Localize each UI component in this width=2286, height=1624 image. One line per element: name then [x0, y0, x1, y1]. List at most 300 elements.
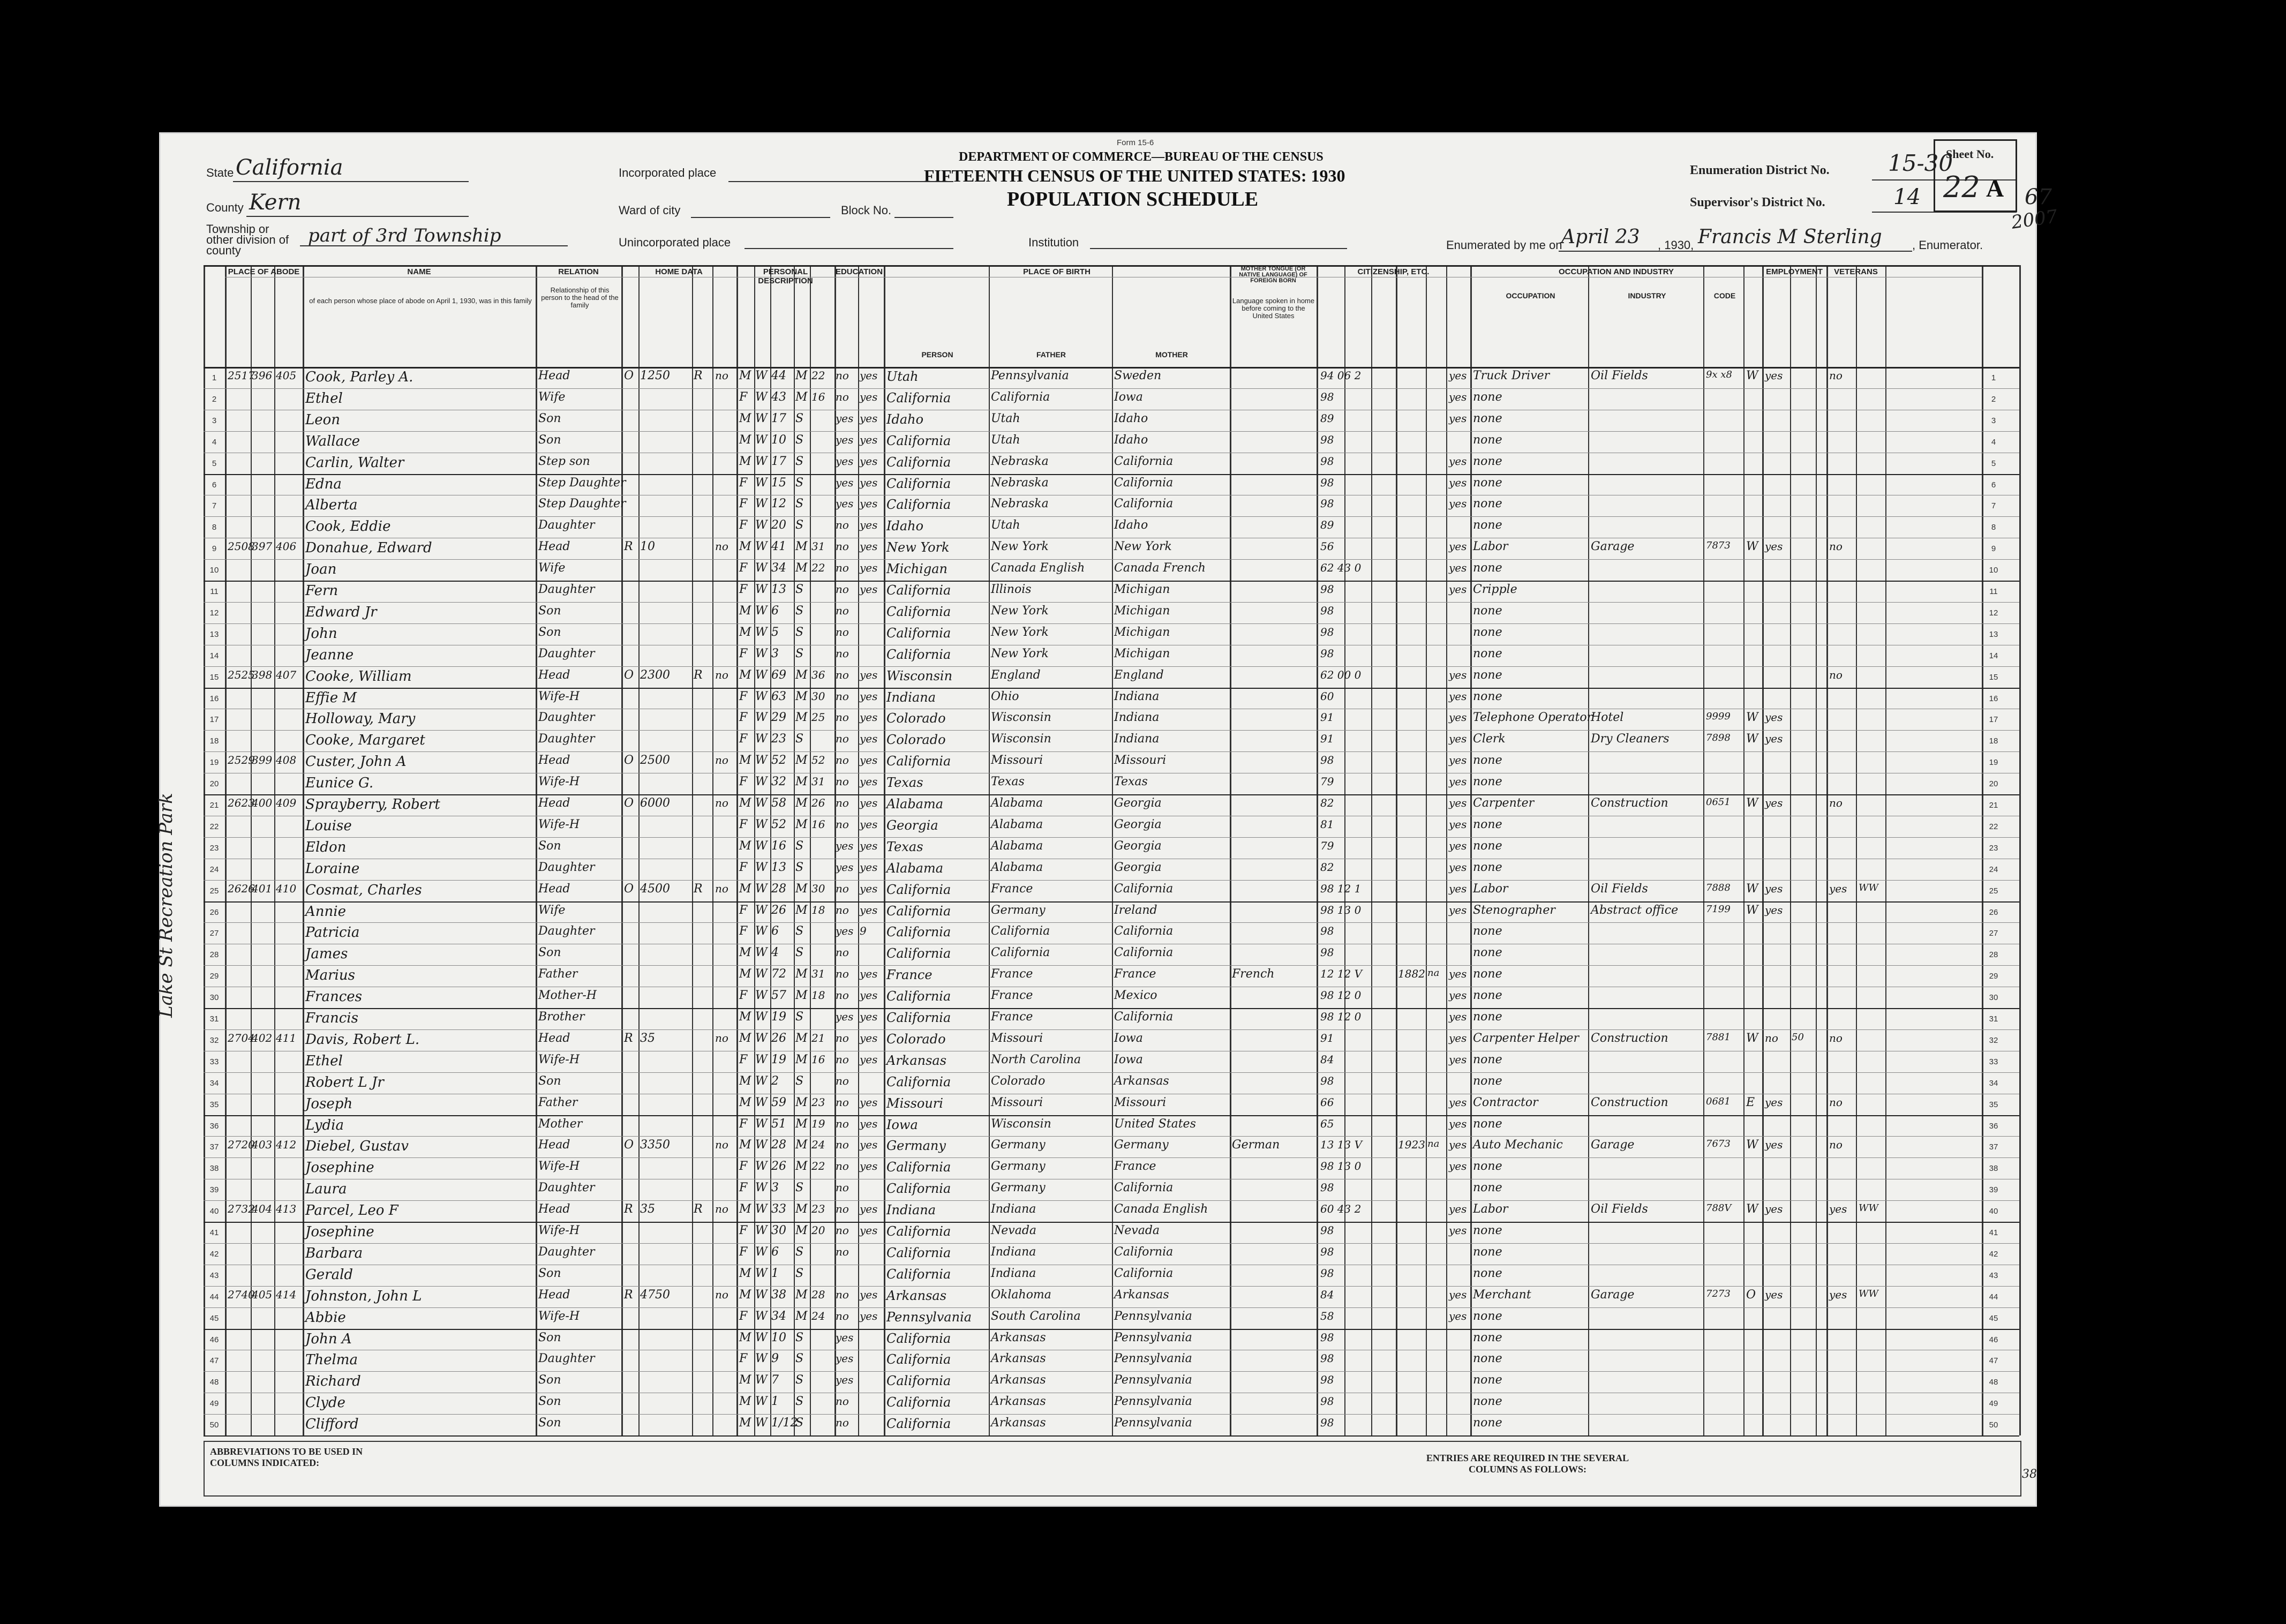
- cell-name: Holloway, Mary: [305, 711, 416, 727]
- cell-read: yes: [860, 1160, 878, 1173]
- cell-mbp: Nevada: [1114, 1224, 1160, 1237]
- cell-name: Eldon: [305, 839, 347, 855]
- cell-school: no: [836, 1052, 849, 1066]
- cell-bp: Indiana: [886, 689, 936, 705]
- line-number: 20: [1989, 779, 1998, 789]
- cell-sex: F: [739, 583, 748, 596]
- column-group-1: NAME: [407, 267, 431, 276]
- cell-mbp: Arkansas: [1114, 1074, 1169, 1088]
- cell-race: W: [755, 561, 768, 575]
- row-rule: [204, 623, 2019, 624]
- cell-read: yes: [860, 1202, 878, 1216]
- cell-race: W: [755, 454, 768, 468]
- cell-fbp: Utah: [991, 433, 1020, 447]
- cell-sex: F: [739, 1352, 748, 1366]
- cell-read: yes: [860, 1031, 878, 1044]
- cell-race: W: [755, 989, 768, 1003]
- cell-bp: California: [886, 604, 951, 619]
- cell-rel: Step son: [538, 454, 590, 468]
- line-number: 39: [1989, 1185, 1998, 1195]
- cell-street: 2720: [228, 1138, 255, 1152]
- line-number: 8: [1991, 523, 1996, 532]
- cell-bp: California: [886, 583, 951, 598]
- cell-school: yes: [836, 411, 854, 425]
- line-number: 47: [209, 1356, 219, 1366]
- cell-sex: F: [739, 518, 748, 532]
- cell-bp: California: [886, 882, 951, 897]
- cell-fbp: New York: [991, 625, 1049, 639]
- cell-read: yes: [860, 454, 878, 468]
- cell-dw: 396: [252, 369, 273, 382]
- cell-radio: R: [694, 882, 703, 896]
- cell-mbp: California: [1114, 454, 1174, 468]
- cell-occcode: 7673: [1706, 1138, 1731, 1150]
- line-number: 40: [1989, 1207, 1998, 1216]
- cell-rel: Daughter: [538, 924, 595, 938]
- cell-name: Annie: [305, 903, 346, 920]
- column-rule: [1856, 265, 1857, 1435]
- cell-sex: F: [739, 903, 748, 917]
- cell-agemar: 31: [811, 775, 825, 788]
- line-number: 29: [209, 972, 219, 981]
- cell-bp: California: [886, 390, 951, 405]
- cell-emp: yes: [1765, 732, 1783, 746]
- cell-mbp: Pennsylvania: [1114, 1395, 1192, 1409]
- cell-mbp: Pennsylvania: [1114, 1416, 1192, 1430]
- cell-code: 98 12 1: [1320, 882, 1362, 895]
- cell-age: 57: [771, 989, 786, 1003]
- cell-bp: Idaho: [886, 518, 924, 534]
- cell-age: 6: [771, 1245, 779, 1259]
- line-number: 27: [209, 929, 219, 938]
- cell-mbp: Michigan: [1114, 604, 1170, 618]
- cell-name: Gerald: [305, 1266, 354, 1283]
- cell-fbp: Germany: [991, 1181, 1046, 1195]
- cell-occ: none: [1473, 668, 1502, 682]
- cell-rel: Step Daughter: [538, 497, 626, 511]
- cell-fbp: France: [991, 882, 1033, 896]
- column-rule: [1790, 265, 1791, 1435]
- line-number: 9: [1991, 544, 1996, 554]
- year-suffix: , 1930,: [1658, 238, 1694, 252]
- cell-name: Cooke, William: [305, 668, 412, 685]
- cell-age: 72: [771, 967, 786, 981]
- cell-race: W: [755, 1138, 768, 1152]
- column-group-3: HOME DATA: [655, 267, 703, 276]
- cell-fbp: Wisconsin: [991, 1117, 1051, 1131]
- incorporated-label: Incorporated place: [619, 166, 717, 179]
- line-number: 3: [1991, 416, 1996, 425]
- line-number: 45: [1989, 1313, 1998, 1323]
- cell-code: 65: [1320, 1117, 1334, 1130]
- abbreviations-title: ABBREVIATIONS TO BE USED IN COLUMNS INDICATED:: [210, 1446, 363, 1468]
- cell-name: Thelma: [305, 1352, 358, 1369]
- cell-school: no: [836, 1309, 849, 1322]
- cell-read: yes: [860, 689, 878, 703]
- cell-race: W: [755, 1395, 768, 1409]
- cell-value: 4500: [640, 882, 670, 896]
- row-rule: [204, 431, 2019, 432]
- cell-code: 98: [1320, 497, 1334, 510]
- page-mark: 38: [2022, 1468, 2037, 1481]
- column-rule: [536, 265, 537, 1435]
- line-number: 16: [1989, 694, 1998, 703]
- cell-code: 60: [1320, 689, 1334, 703]
- cell-fbp: France: [991, 967, 1033, 981]
- cell-dw: 400: [252, 796, 273, 809]
- cell-occ: none: [1473, 1330, 1502, 1344]
- cell-school: no: [836, 561, 849, 575]
- cell-fbp: North Carolina: [991, 1052, 1081, 1066]
- cell-occcode: 9x x8: [1706, 369, 1732, 380]
- cell-lang: German: [1232, 1138, 1280, 1152]
- cell-mbp: Georgia: [1114, 839, 1162, 853]
- line-number: 30: [1989, 993, 1998, 1003]
- cell-fbp: Germany: [991, 903, 1046, 917]
- cell-read: yes: [860, 860, 878, 874]
- cell-sex: F: [739, 1052, 748, 1066]
- cell-occ: none: [1473, 1160, 1502, 1174]
- cell-agemar: 24: [811, 1138, 825, 1152]
- cell-occcode: 0651: [1706, 796, 1731, 808]
- cell-read: yes: [860, 540, 878, 553]
- column-rule: [712, 265, 713, 1435]
- cell-farm: no: [715, 1288, 728, 1301]
- cell-fbp: New York: [991, 646, 1049, 660]
- cell-code: 98 13 0: [1320, 903, 1362, 916]
- cell-farm: no: [715, 754, 728, 767]
- cell-eng: yes: [1449, 689, 1467, 703]
- cell-mbp: Pennsylvania: [1114, 1373, 1192, 1387]
- cell-rel: Wife-H: [538, 689, 580, 703]
- cell-ms: S: [795, 732, 804, 746]
- cell-age: 52: [771, 817, 786, 831]
- cell-code: 98: [1320, 1373, 1334, 1387]
- cell-ms: M: [795, 1052, 808, 1066]
- cell-sex: M: [739, 1395, 751, 1409]
- cell-ms: S: [795, 625, 804, 639]
- line-number: 30: [209, 993, 219, 1003]
- line-number: 26: [209, 907, 219, 917]
- row-rule: [204, 602, 2019, 603]
- cell-occ: Auto Mechanic: [1473, 1138, 1563, 1152]
- cell-vet: no: [1829, 796, 1843, 809]
- cell-lang: French: [1232, 967, 1275, 981]
- cell-fbp: Arkansas: [991, 1395, 1046, 1409]
- cell-name: Alberta: [305, 497, 358, 514]
- cell-race: W: [755, 903, 768, 917]
- cell-bp: California: [886, 1352, 951, 1367]
- cell-fbp: New York: [991, 604, 1049, 618]
- column-header-occupation: OCCUPATION: [1506, 292, 1555, 299]
- row-rule: [204, 837, 2019, 838]
- cell-fbp: Alabama: [991, 796, 1043, 810]
- column-rule: [225, 265, 227, 1435]
- cell-sex: F: [739, 711, 748, 725]
- cell-street: 2704: [228, 1031, 255, 1044]
- cell-mbp: California: [1114, 946, 1174, 960]
- cell-age: 9: [771, 1352, 779, 1366]
- line-number: 13: [1989, 629, 1998, 639]
- cell-fam: 412: [276, 1138, 297, 1152]
- column-header-code: CODE: [1713, 292, 1736, 299]
- cell-ms: M: [795, 754, 808, 768]
- cell-rel: Son: [538, 411, 561, 425]
- cell-bp: Indiana: [886, 1202, 936, 1218]
- state-label: State: [206, 166, 234, 179]
- cell-fbp: New York: [991, 540, 1049, 554]
- cell-code: 91: [1320, 1031, 1334, 1044]
- cell-war: WW: [1859, 882, 1879, 893]
- cell-cls: W: [1746, 882, 1758, 896]
- cell-read: yes: [860, 967, 878, 981]
- cell-age: 6: [771, 604, 779, 618]
- cell-sex: F: [739, 860, 748, 874]
- cell-sex: M: [739, 668, 751, 682]
- cell-bp: California: [886, 1010, 951, 1025]
- cell-age: 38: [771, 1288, 786, 1302]
- cell-value: 35: [640, 1031, 655, 1045]
- cell-school: no: [836, 754, 849, 767]
- line-number: 32: [209, 1035, 219, 1045]
- cell-name: Diebel, Gustav: [305, 1138, 409, 1155]
- cell-read: yes: [860, 390, 878, 403]
- cell-tenure: O: [624, 1138, 634, 1152]
- column-group-9: OCCUPATION AND INDUSTRY: [1559, 267, 1674, 276]
- cell-code: 98: [1320, 390, 1334, 403]
- cell-mbp: California: [1114, 1010, 1174, 1024]
- cell-vet: no: [1829, 540, 1843, 553]
- cell-bp: California: [886, 946, 951, 961]
- row-rule: [204, 1243, 2019, 1244]
- column-rule: [1816, 265, 1817, 1435]
- cell-sex: F: [739, 1245, 748, 1259]
- cell-read: yes: [860, 754, 878, 767]
- cell-sex: M: [739, 1330, 751, 1344]
- cell-fbp: Nebraska: [991, 497, 1049, 511]
- cell-sex: M: [739, 1138, 751, 1152]
- cell-age: 13: [771, 860, 786, 874]
- cell-fbp: California: [991, 946, 1050, 960]
- cell-rel: Wife: [538, 561, 566, 575]
- cell-name: Leon: [305, 411, 341, 428]
- cell-agemar: 19: [811, 1117, 825, 1130]
- cell-mbp: New York: [1114, 540, 1172, 554]
- cell-sex: M: [739, 1373, 751, 1387]
- cell-occ: none: [1473, 1266, 1502, 1280]
- cell-mbp: California: [1114, 1181, 1174, 1195]
- line-number: 9: [212, 544, 217, 554]
- line-number: 35: [1989, 1100, 1998, 1109]
- row-rule: [204, 965, 2019, 966]
- cell-occ: none: [1473, 561, 1502, 575]
- cell-fbp: Utah: [991, 411, 1020, 425]
- cell-bp: Arkansas: [886, 1052, 947, 1068]
- cell-radio: R: [694, 668, 703, 682]
- cell-name: Josephine: [305, 1160, 374, 1176]
- cell-age: 26: [771, 1160, 786, 1174]
- column-rule: [638, 265, 640, 1435]
- cell-war: WW: [1859, 1288, 1879, 1299]
- cell-bp: California: [886, 646, 951, 662]
- cell-ms: M: [795, 1202, 808, 1216]
- cell-school: no: [836, 625, 849, 638]
- cell-cls: O: [1746, 1288, 1756, 1302]
- cell-race: W: [755, 369, 768, 382]
- cell-race: W: [755, 497, 768, 511]
- cell-rel: Head: [538, 540, 570, 554]
- cell-agemar: 52: [811, 754, 825, 767]
- cell-ms: S: [795, 1245, 804, 1259]
- row-rule: [204, 581, 2019, 582]
- cell-bp: California: [886, 433, 951, 448]
- cell-nat: na: [1427, 967, 1440, 979]
- line-number: 24: [1989, 864, 1998, 874]
- cell-school: no: [836, 1416, 849, 1430]
- cell-sex: M: [739, 369, 751, 382]
- cell-bp: California: [886, 1074, 951, 1089]
- cell-tenure: R: [624, 540, 633, 554]
- cell-read: yes: [860, 476, 878, 489]
- column-rule: [1743, 265, 1744, 1435]
- cell-mbp: Georgia: [1114, 860, 1162, 874]
- cell-bp: Iowa: [886, 1117, 918, 1132]
- cell-mbp: France: [1114, 1160, 1156, 1174]
- cell-occcode: 7898: [1706, 732, 1731, 744]
- cell-eng: yes: [1449, 1117, 1467, 1130]
- line-number: 47: [1989, 1356, 1998, 1366]
- cell-age: 20: [771, 518, 786, 532]
- cell-occ: none: [1473, 689, 1502, 703]
- column-header-name: of each person whose place of abode on April 1, 1930, was in this family: [309, 297, 532, 305]
- cell-eng: yes: [1449, 1160, 1467, 1173]
- sheet-number: 22: [1943, 170, 1980, 204]
- cell-name: Laura: [305, 1181, 347, 1198]
- column-rule: [274, 265, 275, 1435]
- cell-code: 98: [1320, 924, 1334, 938]
- cell-occ: none: [1473, 1074, 1502, 1088]
- cell-sex: F: [739, 689, 748, 703]
- cell-code: 98 12 0: [1320, 989, 1362, 1002]
- cell-read: yes: [860, 989, 878, 1002]
- cell-code: 84: [1320, 1288, 1334, 1301]
- cell-age: 6: [771, 924, 779, 938]
- cell-bp: Texas: [886, 775, 923, 791]
- cell-occ: none: [1473, 433, 1502, 447]
- line-number: 31: [1989, 1014, 1998, 1024]
- cell-fam: 406: [276, 540, 297, 553]
- cell-race: W: [755, 1330, 768, 1344]
- cell-name: Cook, Parley A.: [305, 369, 413, 385]
- cell-age: 10: [771, 1330, 786, 1344]
- cell-code: 98: [1320, 1395, 1334, 1408]
- cell-sex: F: [739, 476, 748, 490]
- line-number: 11: [1989, 587, 1998, 596]
- cell-name: Ethel: [305, 1052, 343, 1069]
- column-rule: [1588, 265, 1589, 1435]
- cell-age: 63: [771, 689, 786, 703]
- cell-eng: yes: [1449, 1095, 1467, 1109]
- cell-name: Edna: [305, 476, 342, 492]
- cell-age: 1: [771, 1395, 779, 1409]
- cell-bp: California: [886, 989, 951, 1004]
- cell-rel: Head: [538, 1202, 570, 1216]
- cell-school: yes: [836, 1010, 854, 1023]
- cell-name: Clyde: [305, 1395, 345, 1411]
- row-rule: [204, 751, 2019, 752]
- cell-mbp: California: [1114, 476, 1174, 490]
- cell-ms: M: [795, 903, 808, 917]
- cell-fbp: Ohio: [991, 689, 1019, 703]
- cell-name: Wallace: [305, 433, 360, 449]
- cell-occ: none: [1473, 817, 1502, 831]
- margin-note-67: 67: [2025, 185, 2052, 209]
- row-rule: [204, 516, 2019, 517]
- cell-ind: Garage: [1591, 1138, 1635, 1152]
- cell-school: no: [836, 817, 849, 831]
- cell-name: Patricia: [305, 924, 360, 941]
- cell-name: Donahue, Edward: [305, 540, 432, 557]
- cell-race: W: [755, 668, 768, 682]
- cell-name: Francis: [305, 1010, 358, 1026]
- cell-name: Joseph: [305, 1095, 353, 1112]
- cell-age: 7: [771, 1373, 779, 1387]
- cell-fbp: Nevada: [991, 1224, 1037, 1237]
- line-number: 7: [1991, 501, 1996, 511]
- column-rule: [794, 265, 795, 1435]
- cell-agemar: 31: [811, 540, 825, 553]
- cell-school: no: [836, 1181, 849, 1194]
- cell-mbp: Pennsylvania: [1114, 1309, 1192, 1323]
- column-header-relation: Relationship of this person to the head of the family: [541, 287, 619, 309]
- cell-occ: none: [1473, 1181, 1502, 1195]
- line-number: 41: [209, 1228, 219, 1237]
- cell-agemar: 28: [811, 1288, 825, 1301]
- cell-mbp: Michigan: [1114, 583, 1170, 596]
- cell-bp: Colorado: [886, 711, 946, 726]
- cell-eng: yes: [1449, 1224, 1467, 1237]
- column-rule: [1826, 265, 1828, 1435]
- cell-sex: F: [739, 817, 748, 831]
- cell-occ: none: [1473, 924, 1502, 938]
- cell-farm: no: [715, 1202, 728, 1216]
- row-rule: [204, 1008, 2019, 1009]
- cell-bp: California: [886, 1181, 951, 1197]
- cell-imm: 1923: [1398, 1138, 1425, 1152]
- cell-mbp: Indiana: [1114, 732, 1160, 746]
- line-number: 46: [1989, 1335, 1998, 1344]
- cell-fam: 407: [276, 668, 297, 681]
- cell-age: 34: [771, 561, 786, 575]
- cell-ms: M: [795, 1288, 808, 1302]
- cell-age: 5: [771, 625, 779, 639]
- cell-age: 15: [771, 476, 786, 490]
- line-number: 34: [209, 1078, 219, 1088]
- cell-fbp: Canada English: [991, 561, 1085, 575]
- cell-name: Louise: [305, 817, 352, 834]
- cell-fbp: South Carolina: [991, 1309, 1081, 1323]
- cell-bp: California: [886, 1373, 951, 1389]
- block-label: Block No.: [841, 204, 892, 217]
- schedule-title: POPULATION SCHEDULE: [1007, 188, 1259, 210]
- cell-street: 2740: [228, 1288, 255, 1301]
- row-rule: [204, 1115, 2019, 1116]
- cell-fbp: Wisconsin: [991, 732, 1051, 746]
- cell-rel: Daughter: [538, 732, 595, 746]
- cell-fam: 410: [276, 882, 297, 895]
- cell-farm: no: [715, 1138, 728, 1152]
- row-rule: [204, 1371, 2019, 1372]
